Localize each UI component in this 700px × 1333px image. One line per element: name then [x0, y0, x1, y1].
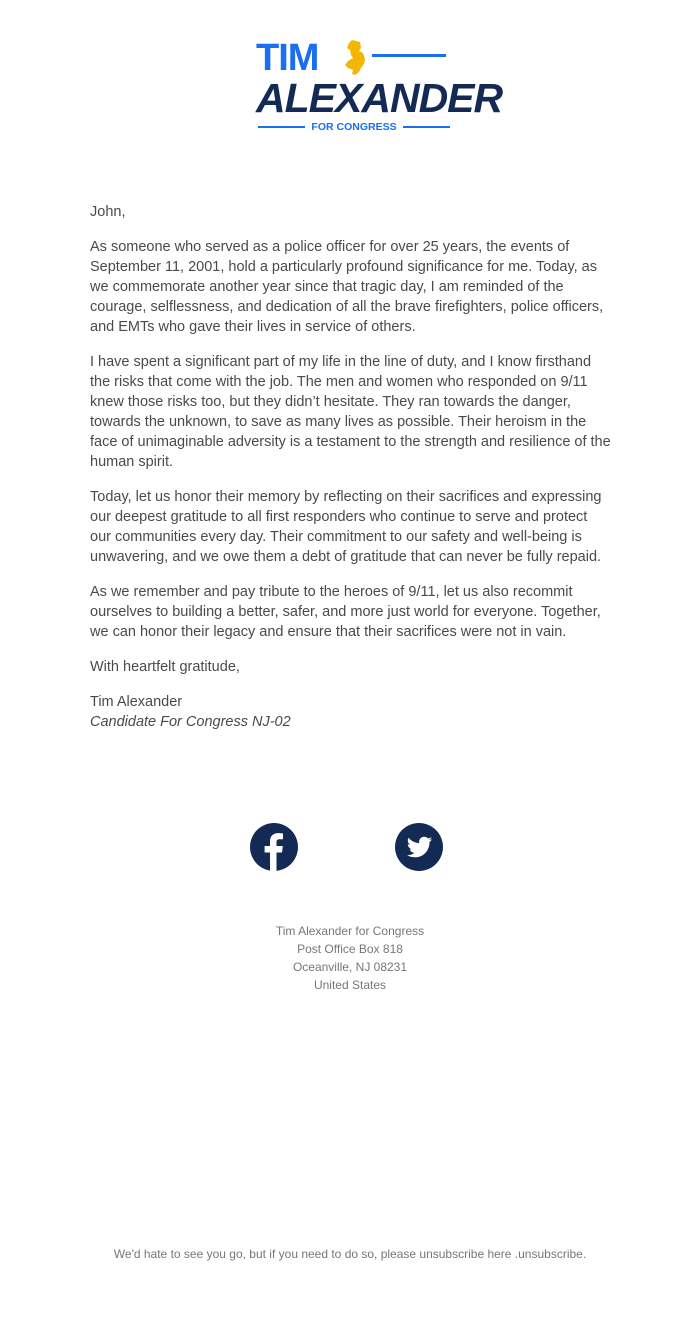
letter-body: [90, 202, 612, 732]
letter-closing: With heartfelt gratitude,: [90, 659, 240, 675]
letter-paragraph-1: As someone who served as a police officer for over 25 years, the events of September 11, 2001, hold a particularly profound significance for me. Today, as we commemorate another year since that tragic day, I am reminded of the courage, selflessness, and dedication of all the brave firefighters, police officers, and EMTs who gave their lives in service of others.: [90, 239, 604, 335]
logo-for-congress-text: FOR CONGRESS: [311, 121, 397, 133]
footer-org: Tim Alexander for Congress: [275, 924, 425, 938]
unsubscribe-link[interactable]: We'd hate to see you go, but if you need to do so, please unsubscribe here .unsubscribe.: [113, 1247, 587, 1261]
letter-greeting: John,: [90, 204, 126, 220]
logo-row-tim: [256, 38, 318, 78]
new-jersey-state-icon: [342, 39, 368, 76]
footer-address-line-1: Post Office Box 818: [297, 942, 403, 956]
logo-divider-line: [372, 54, 446, 57]
facebook-link[interactable]: [250, 823, 298, 871]
logo-left-rule: [258, 126, 305, 128]
signature-name: Tim Alexander: [90, 694, 183, 710]
twitter-link[interactable]: [395, 823, 443, 871]
letter-paragraph-3: Today, let us honor their memory by reflecting on their sacrifices and expressing our deepest gratitude to all first responders who continue to serve and protect our communities every day. Their commitment to our safety and well-being is unwavering, and we owe them a debt of gratitude that can never be fully repaid.: [90, 489, 602, 565]
footer-country: United States: [313, 978, 387, 992]
signature-title: Candidate For Congress NJ-02: [90, 714, 291, 730]
facebook-icon: [250, 823, 298, 871]
logo-alexander-text: ALEXANDER: [256, 75, 503, 121]
letter-paragraph-2: I have spent a significant part of my life in the line of duty, and I know firsthand the risks that come with the job. The men and women who responded on 9/11 knew those risks too, but they didn’t hesitate. They ran towards the danger, towards the unknown, to save as many lives as possible. Their heroism in the face of unimaginable adversity is a testament to the strength and resilience of the human spirit.: [90, 354, 611, 470]
signature-block: [90, 692, 612, 732]
logo-for-congress-row: [258, 120, 450, 134]
letter-paragraph-4: As we remember and pay tribute to the heroes of 9/11, let us also recommit ourselves to building a better, safer, and more just world for everyone. Together, we can honor their legacy and ensure that their sacrifices were not in vain.: [90, 584, 601, 640]
logo-tim-text: TIM: [256, 37, 319, 79]
footer-address-line-2: Oceanville, NJ 08231: [292, 960, 408, 974]
twitter-icon: [395, 823, 443, 871]
footer-address: [0, 922, 700, 994]
logo-right-rule: [403, 126, 450, 128]
campaign-logo: [256, 37, 503, 138]
